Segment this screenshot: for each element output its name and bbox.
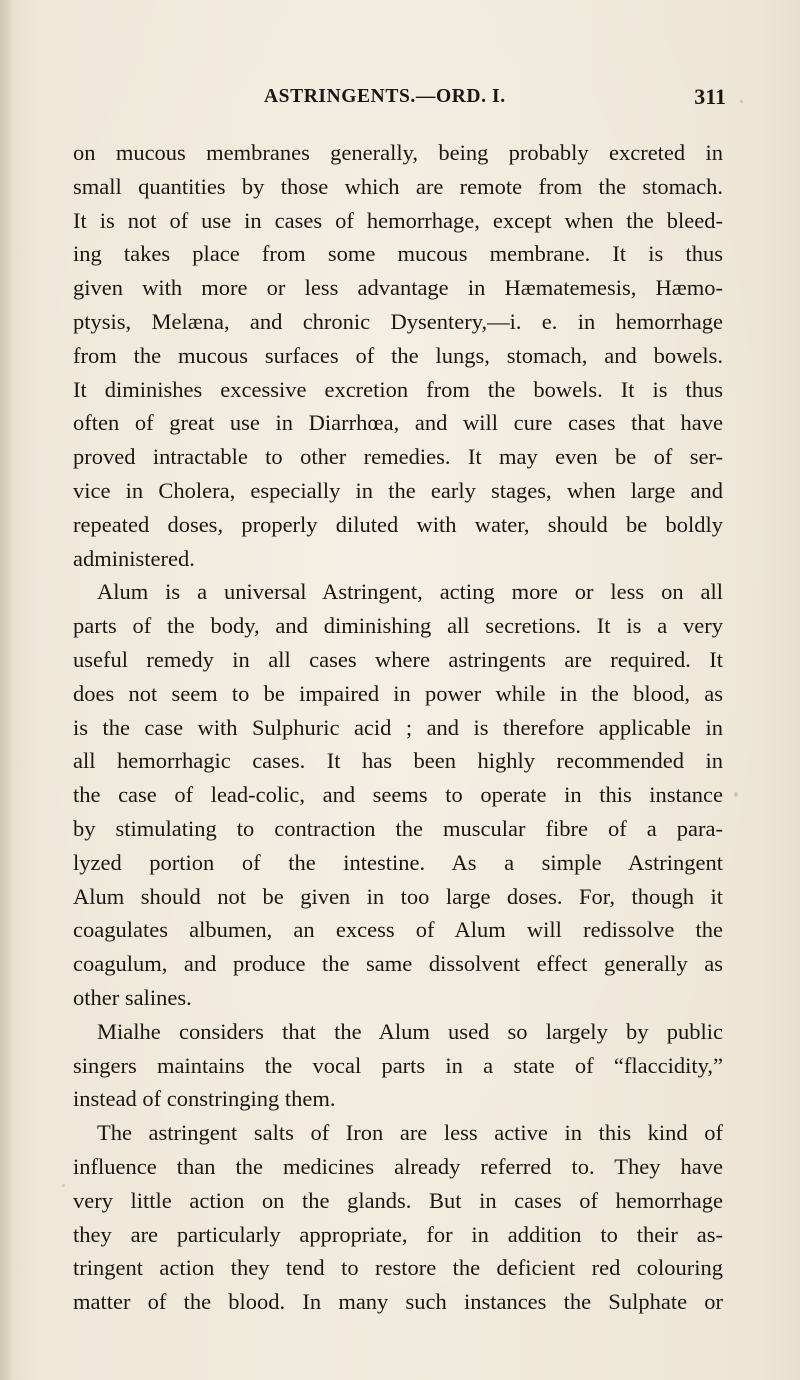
page-header <box>74 86 726 116</box>
text-line: Alum should not be given in too large doses. For, though it <box>73 883 723 909</box>
text-line: proved intractable to other remedies. It may even be of ser- <box>73 444 723 470</box>
text-line: coagulates albumen, an excess of Alum will redissolve the <box>73 917 723 943</box>
text-line: all hemorrhagic cases. It has been highly recommended in <box>73 748 723 774</box>
text-line: singers maintains the vocal parts in a state of “flaccidity,” <box>73 1052 723 1078</box>
text-line: It diminishes excessive excretion from the bowels. It is thus <box>73 376 723 402</box>
text-line: matter of the blood. In many such instances the Sulphate or <box>73 1289 723 1315</box>
text-line: instead of constringing them. <box>73 1086 336 1112</box>
text-line: repeated doses, properly diluted with water, should be boldly <box>73 511 723 537</box>
text-line: parts of the body, and diminishing all secretions. It is a very <box>73 613 723 639</box>
text-line: very little action on the glands. But in cases of hemorrhage <box>73 1187 723 1213</box>
paper-fleck <box>62 1184 65 1187</box>
text-line: they are particularly appropriate, for in addition to their as- <box>73 1221 723 1247</box>
text-line: often of great use in Diarrhœa, and will cure cases that have <box>73 410 723 436</box>
paper-fleck <box>740 100 743 103</box>
text-line: coagulum, and produce the same dissolvent effect generally as <box>73 951 723 977</box>
text-line: It is not of use in cases of hemorrhage, except when the bleed- <box>73 207 723 233</box>
text-line: influence than the medicines already referred to. They have <box>73 1153 723 1179</box>
page-number: 311 <box>694 84 726 109</box>
text-line: by stimulating to contraction the muscular fibre of a para- <box>73 815 723 841</box>
binding-shadow <box>0 0 14 1380</box>
paper-fleck <box>734 792 738 797</box>
text-line: given with more or less advantage in Hæmatemesis, Hæmo- <box>73 275 723 301</box>
text-line: from the mucous surfaces of the lungs, stomach, and bowels. <box>73 342 723 368</box>
body-text <box>73 136 723 1319</box>
text-line: the case of lead-colic, and seems to operate in this instance <box>73 782 723 808</box>
text-line: ptysis, Melæna, and chronic Dysentery,—i. e. in hemorrhage <box>73 308 723 334</box>
text-line: ing takes place from some mucous membrane. It is thus <box>73 241 723 267</box>
running-head: ASTRINGENTS.—ORD. I. <box>264 86 506 107</box>
text-line: Mialhe considers that the Alum used so largely by public <box>97 1018 723 1044</box>
text-line: administered. <box>73 545 195 571</box>
text-line: Alum is a universal Astringent, acting more or less on all <box>97 579 723 605</box>
text-line: lyzed portion of the intestine. As a simple Astringent <box>73 849 723 875</box>
text-line: other salines. <box>73 984 192 1010</box>
text-line: on mucous membranes generally, being probably excreted in <box>73 140 723 165</box>
text-line: The astringent salts of Iron are less active in this kind of <box>97 1120 723 1146</box>
text-line: tringent action they tend to restore the deficient red colouring <box>73 1255 723 1281</box>
text-line: vice in Cholera, especially in the early stages, when large and <box>73 477 723 503</box>
text-line: is the case with Sulphuric acid ; and is therefore applicable in <box>73 714 723 740</box>
text-line: small quantities by those which are remote from the stomach. <box>73 173 723 199</box>
text-line: does not seem to be impaired in power while in the blood, as <box>73 680 723 706</box>
text-line: useful remedy in all cases where astringents are required. It <box>73 646 723 672</box>
